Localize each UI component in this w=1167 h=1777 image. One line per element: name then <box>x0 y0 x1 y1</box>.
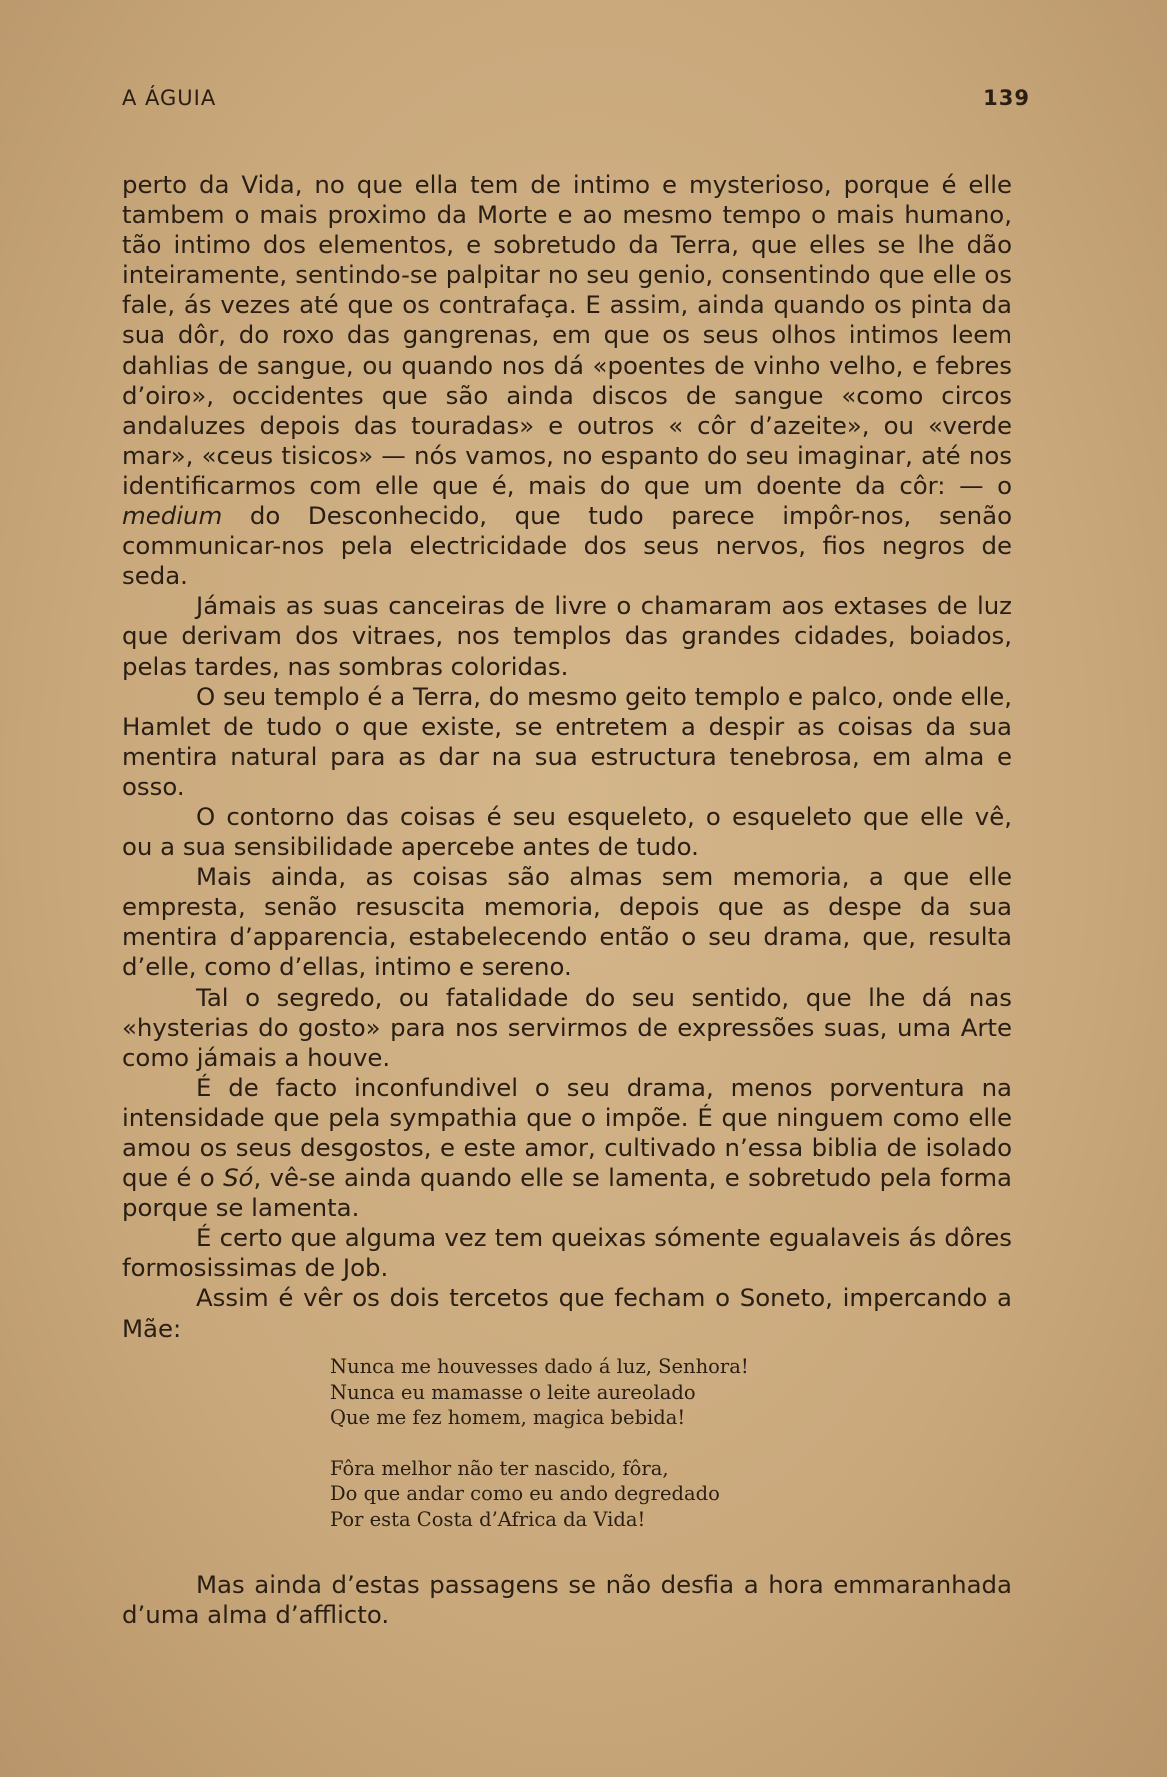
paragraph-text: Tal o segredo, ou fatalidade do seu sentido, que lhe dá nas «hysterias do gosto» para nos servirmos de expressões suas, uma Arte como jámais a houve. <box>122 982 1012 1072</box>
paragraph-text: Jámais as suas canceiras de livre o chamaram aos extases de luz que derivam dos vitraes, nos templos das grandes cidades, boiados, pelas tardes, nas sombras coloridas. <box>122 591 1012 681</box>
verse-line: Fôra melhor não ter nascido, fôra, <box>330 1456 669 1480</box>
paragraph-text: É certo que alguma vez tem queixas sómente egualaveis ás dôres formosissimas de Job. <box>122 1223 1012 1283</box>
stanza <box>330 1354 830 1431</box>
paragraph-text: É de facto inconfundivel o seu drama, menos porventura na intensidade que pela sympathia que o impõe. É que ninguem como elle amou os seus desgostos, e este amor, cultivado n’essa biblia de isolado que é o <box>122 1072 1012 1193</box>
closing-text: Mas ainda d’estas passagens se não desfia a hora emmaranhada d’uma alma d’afflicto. <box>122 1570 1012 1630</box>
paragraph <box>122 1223 1012 1283</box>
page-number: 139 <box>983 86 1030 110</box>
italic-text: medium <box>122 501 223 531</box>
italic-text: Só <box>223 1163 254 1193</box>
paragraph-text: , vê-se ainda quando elle se lamenta, e sobretudo pela forma porque se lamenta. <box>122 1163 1013 1223</box>
paragraph <box>122 1073 1012 1223</box>
verse-line: Por esta Costa d’Africa da Vida! <box>330 1507 646 1531</box>
paragraph <box>122 1283 1012 1343</box>
paragraph-text: do Desconhecido, que tudo parece impôr-nos, senão communicar-nos pela electricidade dos seus nervos, fios negros de seda. <box>122 501 1012 591</box>
paragraph <box>122 802 1012 862</box>
verse-line: Nunca eu mamasse o leite aureolado <box>330 1380 696 1404</box>
paragraph <box>122 862 1012 982</box>
stanza <box>330 1456 830 1533</box>
paragraph <box>122 170 1012 591</box>
page-header <box>122 86 1030 116</box>
paragraph <box>122 983 1012 1073</box>
journal-title: A ÁGUIA <box>122 86 217 110</box>
paragraph <box>122 591 1012 681</box>
body-text <box>122 170 1012 1344</box>
verse-line: Do que andar como eu ando degredado <box>330 1482 720 1505</box>
paragraph-text: Assim é vêr os dois tercetos que fecham o Soneto, impercando a Mãe: <box>122 1283 1012 1343</box>
paragraph-text: Mais ainda, as coisas são almas sem memoria, a que elle empresta, senão resuscita memoria, depois que as despe da sua mentira d’apparencia, estabelecendo então o seu drama, que, resulta d’elle, como d’ellas, intimo e sereno. <box>122 862 1012 982</box>
paragraph-text: perto da Vida, no que ella tem de intimo e mysterioso, porque é elle tambem o mais proximo da Morte e ao mesmo tempo o mais humano, tão intimo dos elementos, e sobretudo da Terra, que elles se lhe dão inteiramente, sentindo-se palpitar no seu genio, consentindo que elle os fale, ás vezes até que os contrafaça. E assim, ainda quando os pinta da sua dôr, do roxo das gangrenas, em que os seus olhos intimos leem dahlias de sangue, ou quando nos dá «poentes de vinho velho, e febres d’oiro», occidentes que são ainda discos de sangue «como circos andaluzes depois das touradas» e outros « côr d’azeite», ou «verde mar», «ceus tisicos» — nós vamos, no espanto do seu imaginar, até nos identificarmos com elle que é, mais do que um doente da côr: — o <box>122 170 1012 500</box>
closing-paragraph <box>122 1570 1012 1630</box>
paragraph <box>122 682 1012 802</box>
paragraph-text: O seu templo é a Terra, do mesmo geito templo e palco, onde elle, Hamlet de tudo o que existe, se entretem a despir as coisas da sua mentira natural para as dar na sua estructura tenebrosa, em alma e osso. <box>122 681 1012 801</box>
paragraph-text: O contorno das coisas é seu esqueleto, o esqueleto que elle vê, ou a sua sensibilidade apercebe antes de tudo. <box>122 801 1012 862</box>
verse-line: Que me fez homem, magica bebida! <box>330 1406 686 1429</box>
verse-line: Nunca me houvesses dado á luz, Senhora! <box>330 1355 749 1378</box>
verse-block <box>330 1354 830 1557</box>
